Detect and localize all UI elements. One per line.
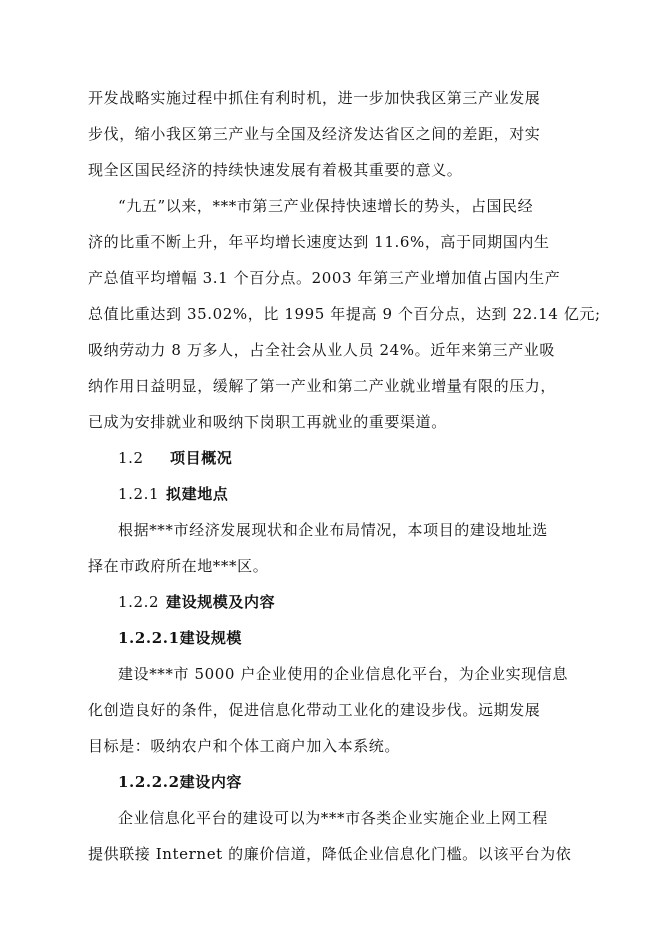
heading-number: 1.2.2 bbox=[118, 593, 160, 611]
heading-number: 1.2.2.2 bbox=[118, 773, 180, 791]
body-text-line: 已成为安排就业和吸纳下岗职工再就业的重要渠道。 bbox=[88, 413, 447, 431]
section-heading-1-2-2-2 bbox=[118, 772, 242, 792]
body-text-line: 步伐，缩小我区第三产业与全国及经济发达省区之间的差距，对实 bbox=[88, 125, 541, 143]
body-text-line: 纳作用日益明显，缓解了第一产业和第二产业就业增量有限的压力， bbox=[88, 377, 557, 395]
section-heading-1-2 bbox=[118, 448, 232, 468]
paragraph-first-line: 根据***市经济发展现状和企业布局情况，本项目的建设地址选 bbox=[118, 521, 548, 539]
heading-number: 1.2.2.1 bbox=[118, 629, 180, 647]
paragraph-first-line: “九五”以来，***市第三产业保持快速增长的势头，占国民经 bbox=[118, 197, 534, 215]
body-text-line: 目标是：吸纳农户和个体工商户加入本系统。 bbox=[88, 737, 401, 755]
body-text-line: 择在市政府所在地***区。 bbox=[88, 557, 269, 575]
heading-number: 1.2.1 bbox=[118, 485, 160, 503]
heading-title: 建设规模及内容 bbox=[166, 593, 276, 611]
body-text-line: 化创造良好的条件，促进信息化带动工业化的建设步伐。远期发展 bbox=[88, 701, 541, 719]
heading-title: 建设规模 bbox=[179, 629, 243, 647]
section-heading-1-2-2 bbox=[118, 592, 275, 612]
paragraph-first-line: 建设***市 5000 户企业使用的企业信息化平台，为企业实现信息 bbox=[118, 665, 569, 683]
body-text-line: 总值比重达到 35.02%，比 1995 年提高 9 个百分点，达到 22.14 亿元; bbox=[88, 305, 601, 323]
heading-title: 项目概况 bbox=[170, 449, 233, 467]
body-text-line: 吸纳劳动力 8 万多人，占全社会从业人员 24%。近年来第三产业吸 bbox=[88, 341, 555, 359]
body-text-line: 开发战略实施过程中抓住有利时机，进一步加快我区第三产业发展 bbox=[88, 89, 541, 107]
heading-number: 1.2 bbox=[118, 449, 144, 467]
body-text-line: 提供联接 Internet 的廉价信道，降低企业信息化门槛。以该平台为依 bbox=[88, 845, 572, 863]
section-heading-1-2-1 bbox=[118, 484, 228, 504]
section-heading-1-2-2-1 bbox=[118, 628, 242, 648]
paragraph-first-line: 企业信息化平台的建设可以为***市各类企业实施企业上网工程 bbox=[118, 809, 548, 827]
heading-title: 拟建地点 bbox=[166, 485, 229, 503]
body-text-line: 产总值平均增幅 3.1 个百分点。2003 年第三产业增加值占国内生产 bbox=[88, 269, 561, 287]
body-text-line: 济的比重不断上升，年平均增长速度达到 11.6%，高于同期国内生 bbox=[88, 233, 550, 251]
heading-title: 建设内容 bbox=[179, 773, 243, 791]
body-text-line: 现全区国民经济的持续快速发展有着极其重要的意义。 bbox=[88, 161, 463, 179]
